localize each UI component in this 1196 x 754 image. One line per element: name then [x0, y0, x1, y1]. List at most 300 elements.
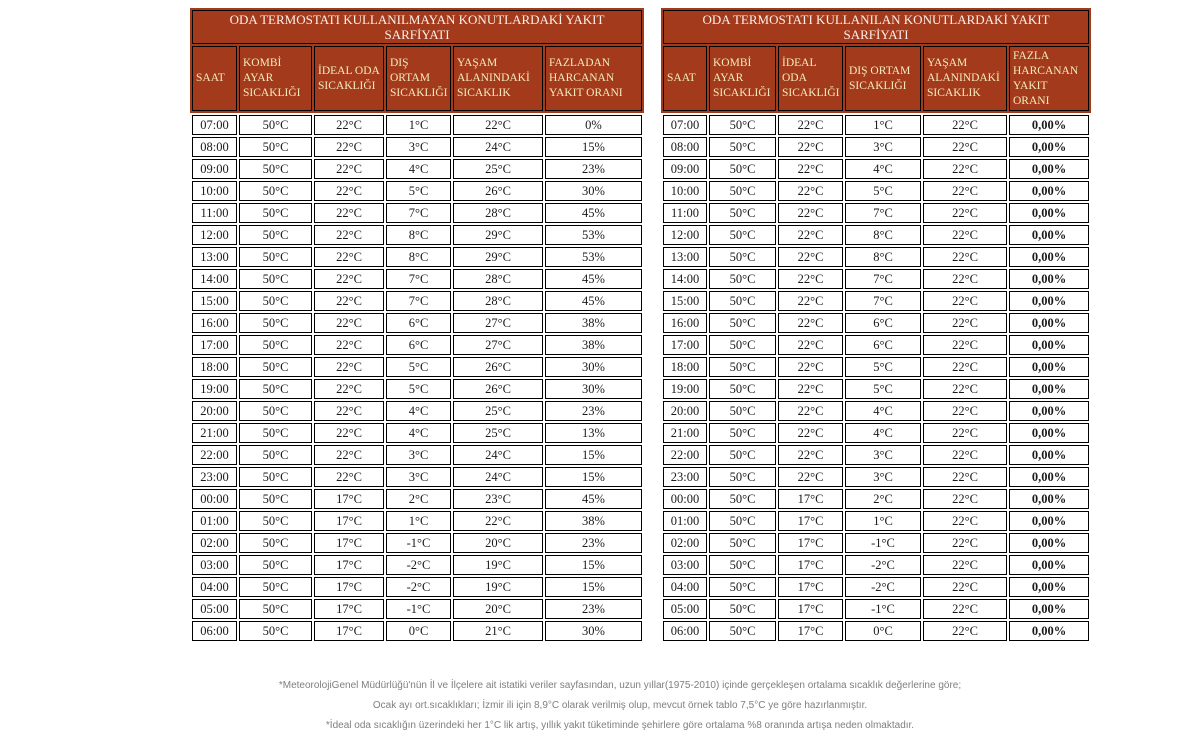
footnote-line: *İdeal oda sıcaklığın üzerindeki her 1°C lik artış, yıllık yakıt tüketiminde şehirlere göre ortalama %8 oranında artışa neden olmaktadır. [325, 720, 915, 731]
table-cell: 22°C [778, 203, 843, 223]
table-row [663, 511, 1089, 531]
table-cell: 7°C [845, 269, 921, 289]
table-cell: 12:00 [192, 225, 237, 245]
table-row [192, 357, 642, 377]
table-cell: 13% [545, 423, 642, 443]
table-cell: 7°C [845, 291, 921, 311]
table-cell: 22°C [314, 247, 384, 267]
table-cell: 4°C [386, 401, 451, 421]
table-cell: 17°C [778, 555, 843, 575]
column-header: YAŞAM ALANINDAKİ SICAKLIK [453, 46, 543, 111]
table-cell: 50°C [239, 489, 312, 509]
table-cell: 20:00 [663, 401, 707, 421]
table-row [663, 269, 1089, 289]
table-cell: 22°C [314, 181, 384, 201]
table-cell: 22°C [778, 401, 843, 421]
table-cell: 22°C [314, 401, 384, 421]
table-cell: 22°C [923, 115, 1007, 135]
table-cell: 17°C [314, 577, 384, 597]
table-cell: 22°C [923, 159, 1007, 179]
table-cell: 50°C [239, 577, 312, 597]
table-cell: 5°C [386, 181, 451, 201]
table-row [192, 511, 642, 531]
table-cell: 22°C [778, 247, 843, 267]
table-cell: 14:00 [192, 269, 237, 289]
table-row [663, 115, 1089, 135]
table-cell: 05:00 [663, 599, 707, 619]
table-cell: 4°C [386, 159, 451, 179]
table-cell: 26°C [453, 357, 543, 377]
table-cell: 50°C [709, 159, 776, 179]
table-cell: 50°C [709, 511, 776, 531]
table-cell: 1°C [386, 511, 451, 531]
table-cell: -1°C [386, 533, 451, 553]
column-header: İDEAL ODA SICAKLIĞI [314, 46, 384, 111]
table-title-text: ODA TERMOSTATI KULLANILAN KONUTLARDAKİ YAKIT SARFİYATI [702, 12, 1050, 42]
table-row [663, 137, 1089, 157]
table-cell: 29°C [453, 225, 543, 245]
table-cell: -2°C [845, 577, 921, 597]
table-cell: 02:00 [192, 533, 237, 553]
table-cell: 28°C [453, 203, 543, 223]
table-cell: 22°C [923, 401, 1007, 421]
table-cell: 50°C [239, 379, 312, 399]
table-cell: 25°C [453, 401, 543, 421]
table-row [192, 313, 642, 333]
table-cell: 22°C [923, 511, 1007, 531]
table-cell: 50°C [239, 203, 312, 223]
table-cell: 04:00 [192, 577, 237, 597]
table-cell: 3°C [845, 137, 921, 157]
table-row [663, 225, 1089, 245]
table-cell: 11:00 [192, 203, 237, 223]
table-row [663, 621, 1089, 641]
table-cell: 09:00 [192, 159, 237, 179]
table-cell: 23:00 [192, 467, 237, 487]
table-cell: 22°C [923, 291, 1007, 311]
table-row [192, 225, 642, 245]
table-cell: 22°C [778, 159, 843, 179]
table-cell: 7°C [386, 291, 451, 311]
table-cell: 06:00 [663, 621, 707, 641]
table-cell: 50°C [709, 247, 776, 267]
table-cell: 23% [545, 533, 642, 553]
table-cell: 4°C [845, 401, 921, 421]
table-row [192, 203, 642, 223]
table-title [663, 10, 1089, 44]
table-cell: 22°C [923, 225, 1007, 245]
table-cell: 25°C [453, 159, 543, 179]
table-row [192, 599, 642, 619]
table-cell: 20°C [453, 533, 543, 553]
table-cell: 0,00% [1009, 225, 1089, 245]
table-cell: 26°C [453, 379, 543, 399]
table-title [192, 10, 642, 44]
table-row [663, 313, 1089, 333]
table-cell: 15:00 [192, 291, 237, 311]
table-cell: 22°C [453, 115, 543, 135]
table-cell: 22°C [778, 269, 843, 289]
table-cell: 23°C [453, 489, 543, 509]
table-cell: 06:00 [192, 621, 237, 641]
table-cell: 22°C [923, 423, 1007, 443]
table-cell: 22°C [923, 489, 1007, 509]
table-cell: 21:00 [663, 423, 707, 443]
column-header-row [663, 46, 1089, 111]
table-cell: 50°C [239, 555, 312, 575]
table-cell: 53% [545, 247, 642, 267]
column-header: FAZLA HARCANAN YAKIT ORANI [1009, 46, 1089, 111]
with-thermostat-rows [663, 115, 1089, 641]
table-cell: 5°C [386, 357, 451, 377]
table-cell: 00:00 [192, 489, 237, 509]
table-cell: 17°C [314, 533, 384, 553]
table-row [663, 467, 1089, 487]
table-row [192, 445, 642, 465]
table-cell: 0,00% [1009, 159, 1089, 179]
table-cell: 0°C [386, 621, 451, 641]
column-header: KOMBİ AYAR SICAKLIĞI [709, 46, 776, 111]
table-cell: 12:00 [663, 225, 707, 245]
table-cell: 7°C [386, 269, 451, 289]
table-cell: 0,00% [1009, 555, 1089, 575]
table-row [663, 555, 1089, 575]
table-cell: 0,00% [1009, 621, 1089, 641]
table-cell: 22°C [778, 291, 843, 311]
table-cell: 50°C [239, 291, 312, 311]
table-cell: 21°C [453, 621, 543, 641]
table-cell: 50°C [239, 115, 312, 135]
table-cell: 19:00 [663, 379, 707, 399]
table-cell: 20°C [453, 599, 543, 619]
table-cell: 22°C [778, 423, 843, 443]
table-cell: 17°C [778, 489, 843, 509]
table-cell: 22°C [453, 511, 543, 531]
table-cell: 50°C [709, 489, 776, 509]
table-cell: 22°C [314, 203, 384, 223]
table-cell: 22°C [923, 335, 1007, 355]
table-cell: 22°C [778, 225, 843, 245]
table-cell: 22:00 [192, 445, 237, 465]
table-cell: 08:00 [192, 137, 237, 157]
table-cell: 3°C [386, 445, 451, 465]
table-cell: 8°C [386, 247, 451, 267]
column-header-row [192, 46, 642, 111]
table-row [663, 401, 1089, 421]
table-cell: 22°C [778, 357, 843, 377]
table-cell: 22°C [314, 225, 384, 245]
table-cell: 0,00% [1009, 423, 1089, 443]
table-cell: 07:00 [663, 115, 707, 135]
table-row [192, 401, 642, 421]
table-row [663, 181, 1089, 201]
table-cell: -2°C [845, 555, 921, 575]
table-cell: 21:00 [192, 423, 237, 443]
table-cell: 0,00% [1009, 511, 1089, 531]
table-cell: 50°C [709, 379, 776, 399]
table-cell: 0°C [845, 621, 921, 641]
table-cell: 22°C [314, 357, 384, 377]
table-cell: 17°C [314, 621, 384, 641]
table-cell: 0,00% [1009, 379, 1089, 399]
table-cell: 22°C [314, 137, 384, 157]
table-row [663, 335, 1089, 355]
table-cell: 50°C [239, 181, 312, 201]
table-row [192, 467, 642, 487]
table-cell: 24°C [453, 137, 543, 157]
table-cell: 0,00% [1009, 335, 1089, 355]
table-cell: 45% [545, 269, 642, 289]
table-cell: 28°C [453, 269, 543, 289]
table-cell: 09:00 [663, 159, 707, 179]
table-cell: 50°C [709, 313, 776, 333]
table-cell: 16:00 [663, 313, 707, 333]
table-row [192, 621, 642, 641]
table-cell: 22:00 [663, 445, 707, 465]
table-cell: 50°C [239, 269, 312, 289]
table-cell: 0,00% [1009, 467, 1089, 487]
table-cell: 29°C [453, 247, 543, 267]
table-cell: 0,00% [1009, 181, 1089, 201]
table-cell: 05:00 [192, 599, 237, 619]
table-cell: 0,00% [1009, 401, 1089, 421]
table-row [663, 599, 1089, 619]
table-row [663, 489, 1089, 509]
table-cell: 22°C [923, 313, 1007, 333]
table-cell: 0,00% [1009, 203, 1089, 223]
table-cell: 24°C [453, 467, 543, 487]
table-cell: 3°C [386, 467, 451, 487]
table-cell: 17°C [314, 511, 384, 531]
table-cell: 22°C [314, 467, 384, 487]
table-cell: 01:00 [192, 511, 237, 531]
table-cell: 17°C [778, 511, 843, 531]
table-cell: 27°C [453, 313, 543, 333]
table-cell: 0,00% [1009, 599, 1089, 619]
table-cell: 3°C [845, 467, 921, 487]
table-cell: 50°C [709, 599, 776, 619]
table-cell: 7°C [845, 203, 921, 223]
table-cell: 6°C [845, 335, 921, 355]
table-cell: 22°C [778, 379, 843, 399]
table-cell: 4°C [845, 159, 921, 179]
table-row [192, 533, 642, 553]
table-cell: 10:00 [663, 181, 707, 201]
table-cell: 50°C [709, 203, 776, 223]
table-cell: 3°C [386, 137, 451, 157]
table-cell: 5°C [386, 379, 451, 399]
table-cell: 22°C [778, 335, 843, 355]
table-cell: 22°C [923, 599, 1007, 619]
no-thermostat-header-table [190, 8, 644, 113]
table-cell: 22°C [778, 445, 843, 465]
table-cell: 50°C [239, 159, 312, 179]
table-cell: 03:00 [663, 555, 707, 575]
table-cell: 0,00% [1009, 577, 1089, 597]
table-cell: 15% [545, 137, 642, 157]
table-cell: 22°C [314, 115, 384, 135]
column-header: İDEAL ODA SICAKLIĞI [778, 46, 843, 111]
table-cell: 50°C [239, 247, 312, 267]
footnote-line: Ocak ayı ort.sıcaklıkları; İzmir ili için 8,9°C olarak verilmiş olup, mevcut örnek tablo 7,5°C ye göre hazırlanmıştır. [372, 700, 868, 711]
table-cell: 1°C [845, 115, 921, 135]
table-cell: 50°C [239, 357, 312, 377]
table-cell: 11:00 [663, 203, 707, 223]
table-row [192, 379, 642, 399]
table-cell: 25°C [453, 423, 543, 443]
table-cell: 0% [545, 115, 642, 135]
table-cell: 22°C [314, 423, 384, 443]
table-cell: 17:00 [192, 335, 237, 355]
table-cell: 17°C [778, 621, 843, 641]
table-cell: -1°C [845, 599, 921, 619]
table-cell: 22°C [923, 577, 1007, 597]
table-row [192, 115, 642, 135]
table-cell: 26°C [453, 181, 543, 201]
table-cell: 45% [545, 203, 642, 223]
table-cell: 14:00 [663, 269, 707, 289]
table-cell: 15:00 [663, 291, 707, 311]
table-cell: 22°C [923, 533, 1007, 553]
table-cell: 18:00 [192, 357, 237, 377]
table-cell: 5°C [845, 181, 921, 201]
table-cell: 50°C [239, 313, 312, 333]
table-cell: 6°C [386, 335, 451, 355]
table-cell: 6°C [386, 313, 451, 333]
table-cell: 16:00 [192, 313, 237, 333]
table-cell: 50°C [239, 467, 312, 487]
table-cell: 8°C [845, 225, 921, 245]
table-cell: 30% [545, 379, 642, 399]
table-cell: 22°C [923, 269, 1007, 289]
table-cell: -1°C [386, 599, 451, 619]
table-cell: 22°C [778, 313, 843, 333]
table-cell: 45% [545, 489, 642, 509]
table-cell: 2°C [845, 489, 921, 509]
table-cell: 50°C [239, 225, 312, 245]
table-row [663, 445, 1089, 465]
table-cell: 50°C [709, 137, 776, 157]
table-row [663, 291, 1089, 311]
table-cell: 02:00 [663, 533, 707, 553]
table-cell: 0,00% [1009, 137, 1089, 157]
table-no-thermostat [190, 8, 630, 643]
table-cell: 13:00 [663, 247, 707, 267]
table-cell: 2°C [386, 489, 451, 509]
table-cell: 50°C [239, 621, 312, 641]
table-row [663, 159, 1089, 179]
table-cell: 50°C [709, 577, 776, 597]
table-cell: 15% [545, 445, 642, 465]
table-title-text: ODA TERMOSTATI KULLANILMAYAN KONUTLARDAKİ YAKIT SARFİYATI [229, 12, 605, 42]
table-row [192, 291, 642, 311]
table-cell: 22°C [923, 203, 1007, 223]
table-cell: 23% [545, 159, 642, 179]
table-cell: 17°C [314, 599, 384, 619]
table-row [192, 335, 642, 355]
column-header: YAŞAM ALANINDAKİ SICAKLIK [923, 46, 1007, 111]
table-cell: 5°C [845, 357, 921, 377]
table-cell: 22°C [314, 291, 384, 311]
table-cell: 50°C [709, 335, 776, 355]
table-cell: 13:00 [192, 247, 237, 267]
table-cell: 30% [545, 621, 642, 641]
table-cell: 50°C [709, 445, 776, 465]
table-cell: 08:00 [663, 137, 707, 157]
footnote-line: *MeteorolojiGenel Müdürlüğü'nün İl ve İlçelere ait istatiki veriler sayfasından, uzun yıllar(1975-2010) içinde gerçekleşen ortalama sıcaklık değerlerine göre; [278, 680, 962, 691]
table-cell: 50°C [239, 137, 312, 157]
table-cell: 22°C [314, 445, 384, 465]
table-cell: 18:00 [663, 357, 707, 377]
table-cell: 27°C [453, 335, 543, 355]
table-row [192, 489, 642, 509]
table-cell: 22°C [923, 247, 1007, 267]
table-cell: 19:00 [192, 379, 237, 399]
table-row [663, 203, 1089, 223]
table-cell: 22°C [314, 335, 384, 355]
with-thermostat-header-table [661, 8, 1091, 113]
table-cell: 17°C [314, 489, 384, 509]
table-cell: 50°C [709, 181, 776, 201]
table-cell: 17°C [778, 533, 843, 553]
table-row [663, 247, 1089, 267]
table-row [663, 533, 1089, 553]
table-cell: 8°C [845, 247, 921, 267]
footnotes [44, 676, 1196, 736]
table-row [192, 555, 642, 575]
table-row [663, 357, 1089, 377]
table-cell: 50°C [239, 511, 312, 531]
table-cell: 50°C [709, 467, 776, 487]
table-cell: 3°C [845, 445, 921, 465]
table-cell: 45% [545, 291, 642, 311]
table-cell: 22°C [923, 379, 1007, 399]
table-cell: 7°C [386, 203, 451, 223]
table-cell: 50°C [239, 533, 312, 553]
column-header: SAAT [192, 46, 237, 111]
table-cell: 50°C [239, 401, 312, 421]
table-cell: 17°C [778, 577, 843, 597]
table-row [192, 423, 642, 443]
table-cell: 22°C [778, 137, 843, 157]
table-cell: -2°C [386, 577, 451, 597]
table-cell: 22°C [778, 181, 843, 201]
table-cell: 4°C [386, 423, 451, 443]
table-cell: 0,00% [1009, 247, 1089, 267]
table-cell: 6°C [845, 313, 921, 333]
table-cell: 04:00 [663, 577, 707, 597]
table-cell: 0,00% [1009, 115, 1089, 135]
table-cell: 50°C [709, 291, 776, 311]
table-cell: 50°C [239, 445, 312, 465]
table-cell: 50°C [239, 423, 312, 443]
table-cell: 50°C [709, 357, 776, 377]
table-cell: 50°C [709, 423, 776, 443]
table-cell: 30% [545, 357, 642, 377]
table-cell: 53% [545, 225, 642, 245]
table-cell: 00:00 [663, 489, 707, 509]
table-row [192, 269, 642, 289]
table-cell: 50°C [709, 555, 776, 575]
table-cell: 22°C [923, 467, 1007, 487]
table-cell: 22°C [314, 159, 384, 179]
table-cell: 5°C [845, 379, 921, 399]
column-header: DIŞ ORTAM SICAKLIĞI [845, 46, 921, 111]
table-row [192, 577, 642, 597]
table-cell: 23% [545, 599, 642, 619]
table-cell: 22°C [778, 467, 843, 487]
with-thermostat-data-table [661, 113, 1091, 643]
